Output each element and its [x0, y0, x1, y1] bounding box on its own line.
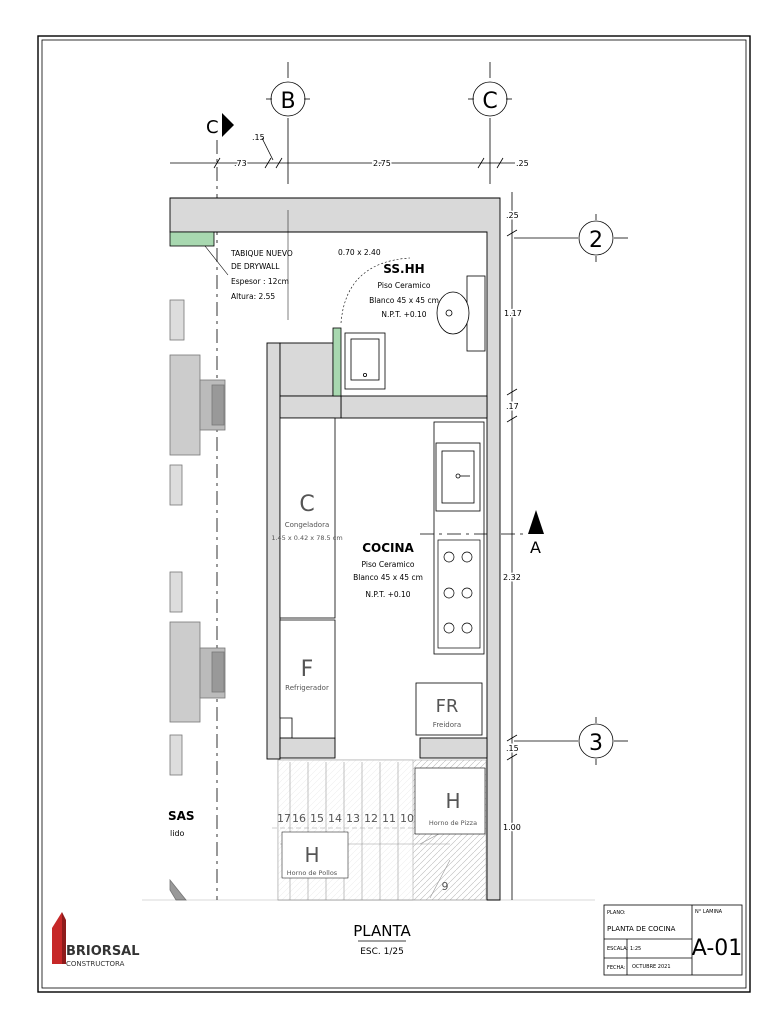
- logo-sub: CONSTRUCTORA: [66, 960, 125, 968]
- freezer-size: 1.45 x 0.42 x 78.5 cm: [271, 534, 343, 542]
- grid-axis-c-label: C: [482, 89, 498, 114]
- logo-name: BRIORSAL: [66, 944, 140, 959]
- dim-right-4: 2.32: [503, 573, 521, 582]
- dim-right-1: .25: [506, 211, 519, 220]
- fridge-code: F: [300, 657, 314, 682]
- svg-text:13: 13: [346, 812, 360, 825]
- escala-label: ESCALA:: [607, 946, 629, 952]
- bathroom-floor-2: Blanco 45 x 45 cm: [369, 296, 439, 305]
- svg-text:Altura: 2.55: Altura: 2.55: [231, 292, 276, 301]
- svg-text:10: 10: [400, 812, 414, 825]
- dim-right-2: 1.17: [504, 309, 522, 318]
- drywall-door-jamb: [333, 328, 341, 396]
- lamina-label: N° LAMINA: [695, 909, 723, 915]
- svg-text:15: 15: [310, 812, 324, 825]
- grid-axis-c: [468, 62, 512, 184]
- freezer: [280, 418, 335, 618]
- oven-chicken-code: H: [304, 843, 320, 867]
- bathroom-sink: [345, 333, 385, 389]
- dim-top-3: 2.75: [373, 159, 391, 168]
- svg-text:9: 9: [441, 880, 449, 893]
- oven-pizza-code: H: [445, 789, 461, 813]
- section-mark-a: [420, 510, 544, 534]
- dim-right-3: .17: [506, 402, 519, 411]
- oven-pizza-name: Horno de Pizza: [428, 819, 478, 827]
- kitchen-level: N.P.T. +0.10: [365, 590, 411, 599]
- toilet: [437, 276, 485, 351]
- partition-note: [230, 249, 293, 301]
- oven-chicken-name: Horno de Pollos: [286, 869, 338, 877]
- grid-axis-3-label: 3: [589, 731, 603, 756]
- svg-text:Espesor : 12cm: Espesor : 12cm: [231, 277, 289, 286]
- svg-text:TABIQUE NUEVO: TABIQUE NUEVO: [231, 249, 293, 258]
- drywall-partition: [170, 232, 214, 246]
- stove: [438, 540, 480, 648]
- freezer-code: C: [299, 492, 315, 517]
- fryer-code: FR: [435, 696, 459, 717]
- dim-right-6: 1.00: [503, 823, 521, 832]
- svg-text:DE DRYWALL: DE DRYWALL: [231, 262, 280, 271]
- bathroom-name: SS.HH: [383, 262, 425, 276]
- grid-axis-b: [266, 62, 310, 184]
- plan-title: PLANTA: [353, 922, 411, 940]
- kitchen-floor-2: Blanco 45 x 45 cm: [353, 573, 423, 582]
- bathroom-floor-1: Piso Ceramico: [377, 281, 431, 290]
- door-label: 0.70 x 2.40: [338, 248, 381, 257]
- plano-label: PLANO:: [607, 910, 626, 916]
- grid-axis-b-label: B: [280, 89, 296, 114]
- grid-axis-2-label: 2: [589, 228, 603, 253]
- kitchen-floor-1: Piso Ceramico: [361, 560, 415, 569]
- fridge-name: Refrigerador: [285, 684, 329, 692]
- kitchen-sink: [436, 443, 480, 511]
- grid-axis-3: [514, 717, 628, 765]
- bathroom-level: N.P.T. +0.10: [381, 310, 427, 319]
- kitchen-name: COCINA: [362, 541, 414, 555]
- svg-text:14: 14: [328, 812, 342, 825]
- fecha-label: FECHA:: [607, 965, 626, 971]
- section-mark-a-label: A: [530, 538, 541, 557]
- lamina-value: A-01: [691, 936, 743, 961]
- freezer-name: Congeladora: [284, 521, 330, 529]
- top-dimension-line: [170, 138, 515, 168]
- svg-text:17: 17: [277, 812, 291, 825]
- dim-top-1: .15: [252, 133, 265, 142]
- dim-right-5: .15: [506, 744, 519, 753]
- escala-value: 1:25: [630, 946, 642, 952]
- grid-axis-2: [514, 214, 628, 262]
- dim-top-4: .25: [516, 159, 529, 168]
- section-mark-c-label: C: [206, 117, 219, 138]
- plano-value: PLANTA DE COCINA: [607, 925, 676, 933]
- briorsal-logo: [52, 912, 66, 964]
- partition-leader: [205, 246, 228, 275]
- fecha-value: OCTUBRE 2021: [632, 964, 671, 970]
- svg-text:16: 16: [292, 812, 306, 825]
- svg-text:11: 11: [382, 812, 396, 825]
- plan-scale: ESC. 1/25: [360, 947, 404, 957]
- right-dimension-line: [507, 192, 517, 900]
- dim-top-2: .73: [234, 159, 247, 168]
- left-fragment-sub: lido: [170, 829, 185, 838]
- left-fragment-title: SAS: [168, 809, 195, 823]
- fryer-name: Freidora: [432, 721, 462, 729]
- svg-text:12: 12: [364, 812, 378, 825]
